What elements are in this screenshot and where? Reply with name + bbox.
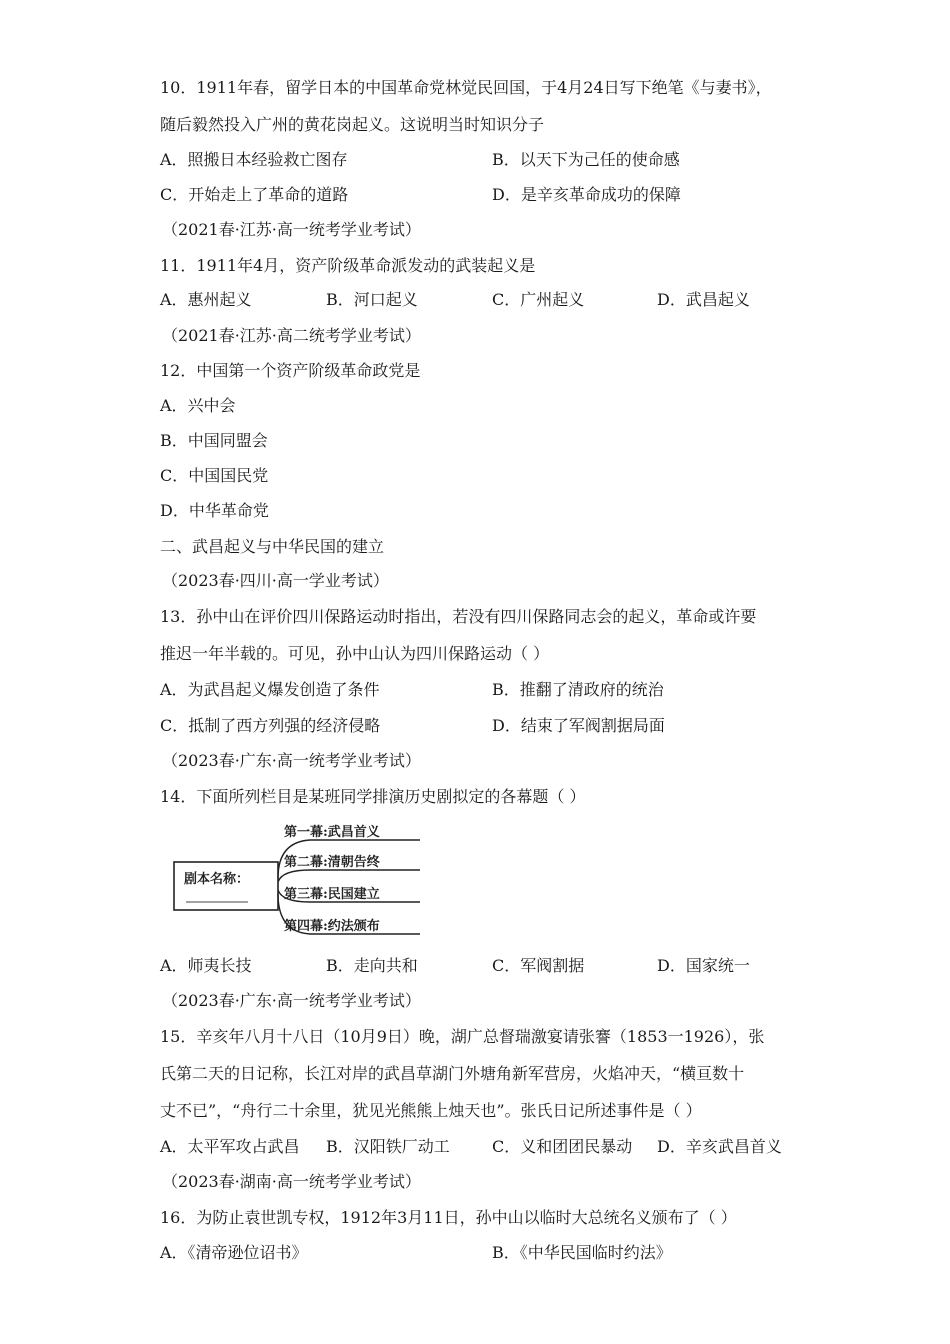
q14-option-b[interactable]: B．走向共和: [326, 956, 418, 975]
q14-stem: 14．下面所列栏目是某班同学排演历史剧拟定的各幕题（ ）: [160, 787, 586, 806]
script-title-diagram: [170, 822, 430, 940]
q15-option-a[interactable]: A．太平军攻占武昌: [160, 1137, 300, 1156]
script-name-label: 剧本名称：: [184, 872, 250, 887]
q15-option-d[interactable]: D．辛亥武昌首义: [657, 1137, 782, 1156]
q16-source: （2023春·湖南·高一统考学业考试）: [162, 1172, 421, 1191]
q13-option-d[interactable]: D．结束了军阀割据局面: [492, 716, 665, 735]
q15-stem-line2: 氏第二天的日记称，长江对岸的武昌草湖门外塘角新军营房，火焰冲天，“横亘数十: [160, 1064, 745, 1083]
q11-stem: 11．1911年4月，资产阶级革命派发动的武装起义是: [160, 256, 536, 275]
q10-option-c[interactable]: C．开始走上了革命的道路: [160, 185, 349, 204]
branch-line-2: [278, 870, 420, 882]
q16-option-b[interactable]: B．《中华民国临时约法》: [492, 1243, 672, 1262]
q11-option-a[interactable]: A．惠州起义: [160, 290, 252, 309]
q12-option-c[interactable]: C．中国国民党: [160, 466, 269, 485]
q16-stem: 16．为防止袁世凯专权，1912年3月11日，孙中山以临时大总统名义颁布了（ ）: [160, 1208, 737, 1227]
q15-option-b[interactable]: B．汉阳铁厂动工: [326, 1137, 450, 1156]
act-2-label: 第二幕:清朝告终: [284, 855, 380, 870]
q10-stem-line1: 10．1911年春，留学日本的中国革命党林觉民回国，于4月24日写下绝笔《与妻书》，: [160, 78, 772, 97]
q12-option-a[interactable]: A．兴中会: [160, 396, 236, 415]
q12-option-d[interactable]: D．中华革命党: [160, 501, 269, 520]
q12-source: （2021春·江苏·高二统考学业考试）: [162, 326, 421, 345]
q13-source: （2023春·四川·高一学业考试）: [162, 571, 389, 590]
q10-stem-line2: 随后毅然投入广州的黄花岗起义。这说明当时知识分子: [160, 115, 545, 134]
q12-stem: 12．中国第一个资产阶级革命政党是: [160, 361, 421, 380]
act-4-label: 第四幕:约法颁布: [284, 919, 380, 934]
q14-option-c[interactable]: C．军阀割据: [492, 956, 585, 975]
q10-option-d[interactable]: D．是辛亥革命成功的保障: [492, 185, 681, 204]
q15-source: （2023春·广东·高一统考学业考试）: [162, 991, 421, 1010]
act-3-label: 第三幕:民国建立: [284, 887, 380, 902]
q14-source: （2023春·广东·高一统考学业考试）: [162, 751, 421, 770]
q13-stem-line2: 推迟一年半载的。可见，孙中山认为四川保路运动（ ）: [160, 644, 550, 663]
q13-option-a[interactable]: A．为武昌起义爆发创造了条件: [160, 680, 380, 699]
q11-option-c[interactable]: C．广州起义: [492, 290, 585, 309]
q15-stem-line3: 丈不已”，“舟行二十余里，犹见光熊熊上烛天也”。张氏日记所述事件是（ ）: [160, 1101, 702, 1120]
q14-option-d[interactable]: D．国家统一: [657, 956, 750, 975]
q11-option-d[interactable]: D．武昌起义: [657, 290, 750, 309]
q13-option-b[interactable]: B．推翻了清政府的统治: [492, 680, 664, 699]
q10-option-b[interactable]: B．以天下为己任的使命感: [492, 150, 680, 169]
q13-option-c[interactable]: C．抵制了西方列强的经济侵略: [160, 716, 381, 735]
q13-stem-line1: 13．孙中山在评价四川保路运动时指出，若没有四川保路同志会的起义，革命或许要: [160, 607, 757, 626]
q12-option-b[interactable]: B．中国同盟会: [160, 431, 268, 450]
q10-option-a[interactable]: A．照搬日本经验救亡图存: [160, 150, 348, 169]
q15-stem-line1: 15．辛亥年八月十八日（10月9日）晚，湖广总督瑞激宴请张謇（1853一1926），张: [160, 1027, 765, 1046]
section-heading: 二、武昌起义与中华民国的建立: [160, 537, 385, 556]
q14-option-a[interactable]: A．师夷长技: [160, 956, 252, 975]
q16-option-a[interactable]: A．《清帝逊位诏书》: [160, 1243, 308, 1262]
q11-source: （2021春·江苏·高一统考学业考试）: [162, 220, 421, 239]
q11-option-b[interactable]: B．河口起义: [326, 290, 418, 309]
q15-option-c[interactable]: C．义和团团民暴动: [492, 1137, 633, 1156]
act-1-label: 第一幕:武昌首义: [284, 825, 380, 840]
